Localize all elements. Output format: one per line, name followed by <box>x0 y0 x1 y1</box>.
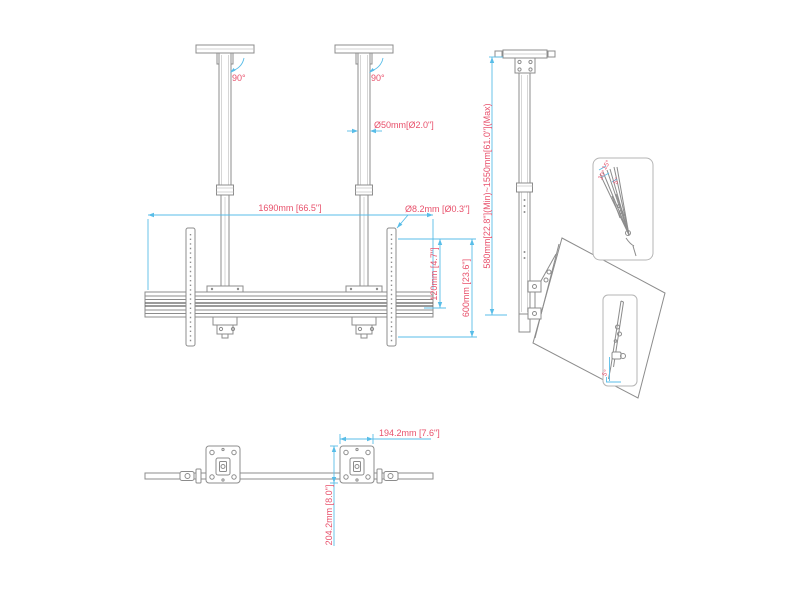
tilt-label-15: 15° <box>601 159 613 172</box>
vesa-plate-right <box>340 446 374 483</box>
vesa-bracket-right <box>387 228 396 346</box>
pole-right <box>356 53 373 292</box>
bracket-length-label: 600mm [23.6"] <box>461 258 471 318</box>
tilt-detail-inset-lower <box>600 295 637 386</box>
bottom-clamp-left <box>180 469 201 483</box>
vesa-bracket-left <box>186 228 195 346</box>
pole-left <box>217 53 234 292</box>
bottom-view <box>145 428 440 546</box>
overall-width-label: 1690mm [66.5"] <box>258 203 322 213</box>
angle-label-right: 90° <box>371 73 385 83</box>
tilt-label-10: 10° <box>597 169 609 182</box>
plate-width-label: 194.2mm [7.6"] <box>379 428 440 438</box>
rail-clamp-left <box>213 317 237 338</box>
pole-diameter-label: Ø50mm[Ø2.0"] <box>374 120 434 130</box>
rail-clamp-right <box>352 317 376 338</box>
tilt-bracket <box>528 281 541 319</box>
hole-diameter-label: Ø8.2mm [Ø0.3"] <box>405 204 470 214</box>
tilt-label-5: 5° <box>612 176 622 186</box>
tilt-down-label: 5° <box>601 368 611 378</box>
side-view <box>482 50 665 398</box>
tilt-detail-inset-upper <box>593 158 653 260</box>
angle-label-left: 90° <box>232 73 246 83</box>
vesa-plate-left <box>206 446 240 483</box>
display-panel <box>533 238 665 398</box>
hole-spacing-label: 120mm [4.7"] <box>429 247 439 301</box>
plate-depth-label: 204.2mm [8.0"] <box>324 484 334 546</box>
height-range-label: 580mm[22.8"](Min)~1550mm[61.0"](Max) <box>482 103 492 269</box>
bottom-clamp-right <box>377 469 398 483</box>
front-view <box>145 45 477 346</box>
